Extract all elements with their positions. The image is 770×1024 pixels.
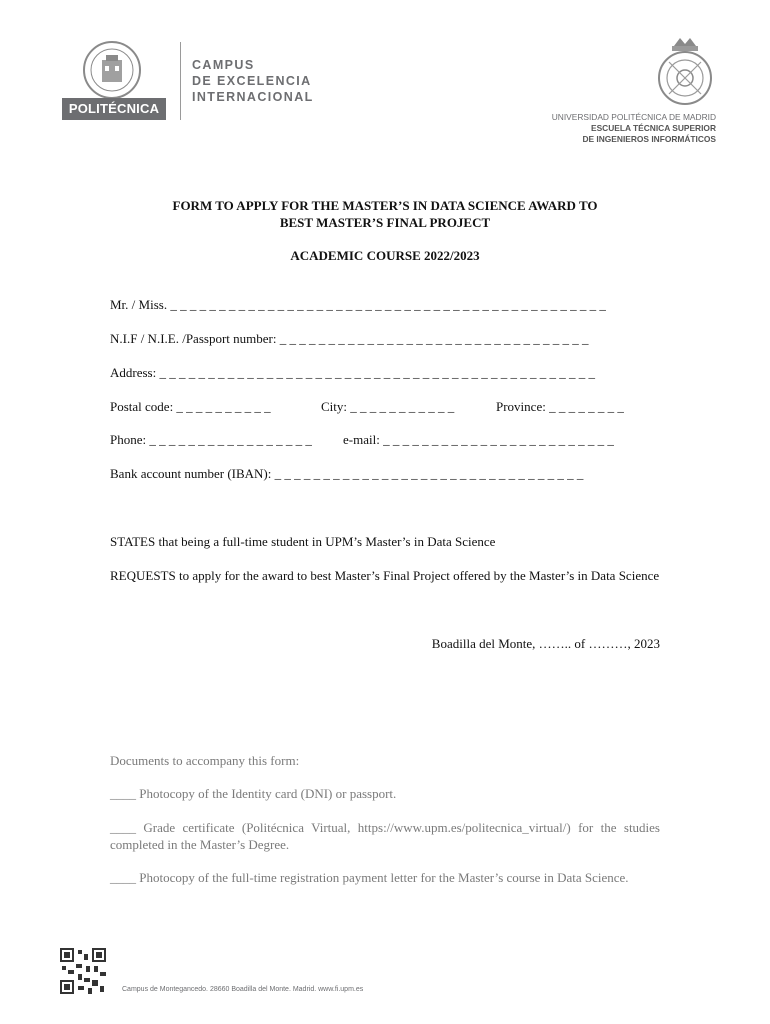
header-divider — [180, 42, 181, 120]
campus-line-2: DE EXCELENCIA — [192, 74, 312, 88]
form-title-line-2: BEST MASTER’S FINAL PROJECT — [279, 215, 491, 230]
school-name-line-1: ESCUELA TÉCNICA SUPERIOR — [590, 123, 716, 133]
school-name-line-2: DE INGENIEROS INFORMÁTICOS — [582, 134, 716, 144]
place-date-line[interactable]: Boadilla del Monte, …….. of ………, 2023 — [431, 636, 660, 651]
requests-paragraph: REQUESTS to apply for the award to best Master’s Final Project offered by the Master’s in Data Science — [110, 568, 660, 583]
province-field[interactable]: Province: _ _ _ _ _ _ _ _ — [496, 399, 624, 414]
academic-course: ACADEMIC COURSE 2022/2023 — [290, 248, 480, 263]
document-item-id: ____ Photocopy of the Identity card (DNI) or passport. — [110, 786, 397, 801]
school-name-block — [520, 112, 716, 145]
iban-field[interactable]: Bank account number (IBAN): _ _ _ _ _ _ _ _ _ _ _ _ _ _ _ _ _ _ _ _ _ _ _ _ _ _ _ _ _ _ _ _ — [110, 466, 584, 481]
upm-seal-icon — [82, 40, 142, 100]
nif-field[interactable]: N.I.F / N.I.E. /Passport number: _ _ _ _ _ _ _ _ _ _ _ _ _ _ _ _ _ _ _ _ _ _ _ _ _ _ _ _ _ _ _ _ — [110, 331, 589, 346]
campus-excelencia-text — [192, 57, 314, 105]
upm-logo — [62, 40, 166, 120]
campus-line-1: CAMPUS — [192, 58, 255, 72]
university-name: UNIVERSIDAD POLITÉCNICA DE MADRID — [551, 112, 716, 122]
document-item-grades: ____ Grade certificate (Politécnica Virtual, https://www.upm.es/politecnica_virtual/) for the studies completed in the Master’s Degree. — [110, 820, 660, 852]
phone-field[interactable]: Phone: _ _ _ _ _ _ _ _ _ _ _ _ _ _ _ _ _ — [110, 432, 312, 447]
form-title-line-1: FORM TO APPLY FOR THE MASTER’S IN DATA SCIENCE AWARD TO — [172, 198, 598, 213]
document-item-payment: ____ Photocopy of the full-time registration payment letter for the Master’s course in Data Science. — [110, 870, 629, 885]
documents-heading: Documents to accompany this form: — [110, 753, 300, 768]
address-field[interactable]: Address: _ _ _ _ _ _ _ _ _ _ _ _ _ _ _ _ _ _ _ _ _ _ _ _ _ _ _ _ _ _ _ _ _ _ _ _ _ _ _ _ _ _ _ _ _ — [110, 365, 595, 380]
footer-address: Campus de Montegancedo. 28660 Boadilla del Monte. Madrid. www.fi.upm.es — [122, 986, 364, 993]
logo-wordmark: POLITÉCNICA — [62, 98, 166, 120]
campus-line-3: INTERNACIONAL — [192, 90, 314, 104]
school-crest-icon — [654, 36, 716, 106]
name-field[interactable]: Mr. / Miss. _ _ _ _ _ _ _ _ _ _ _ _ _ _ _ _ _ _ _ _ _ _ _ _ _ _ _ _ _ _ _ _ _ _ _ _ _ _ _ _ _ _ _ _ _ — [110, 297, 606, 312]
email-field[interactable]: e-mail: _ _ _ _ _ _ _ _ _ _ _ _ _ _ _ _ _ _ _ _ _ _ _ _ — [343, 432, 614, 447]
city-field[interactable]: City: _ _ _ _ _ _ _ _ _ _ _ — [321, 399, 455, 414]
postal-code-field[interactable]: Postal code: _ _ _ _ _ _ _ _ _ _ — [110, 399, 271, 414]
form-title — [110, 197, 660, 231]
qr-code-icon — [60, 948, 106, 994]
states-paragraph: STATES that being a full-time student in UPM’s Master’s in Data Science — [110, 534, 496, 549]
